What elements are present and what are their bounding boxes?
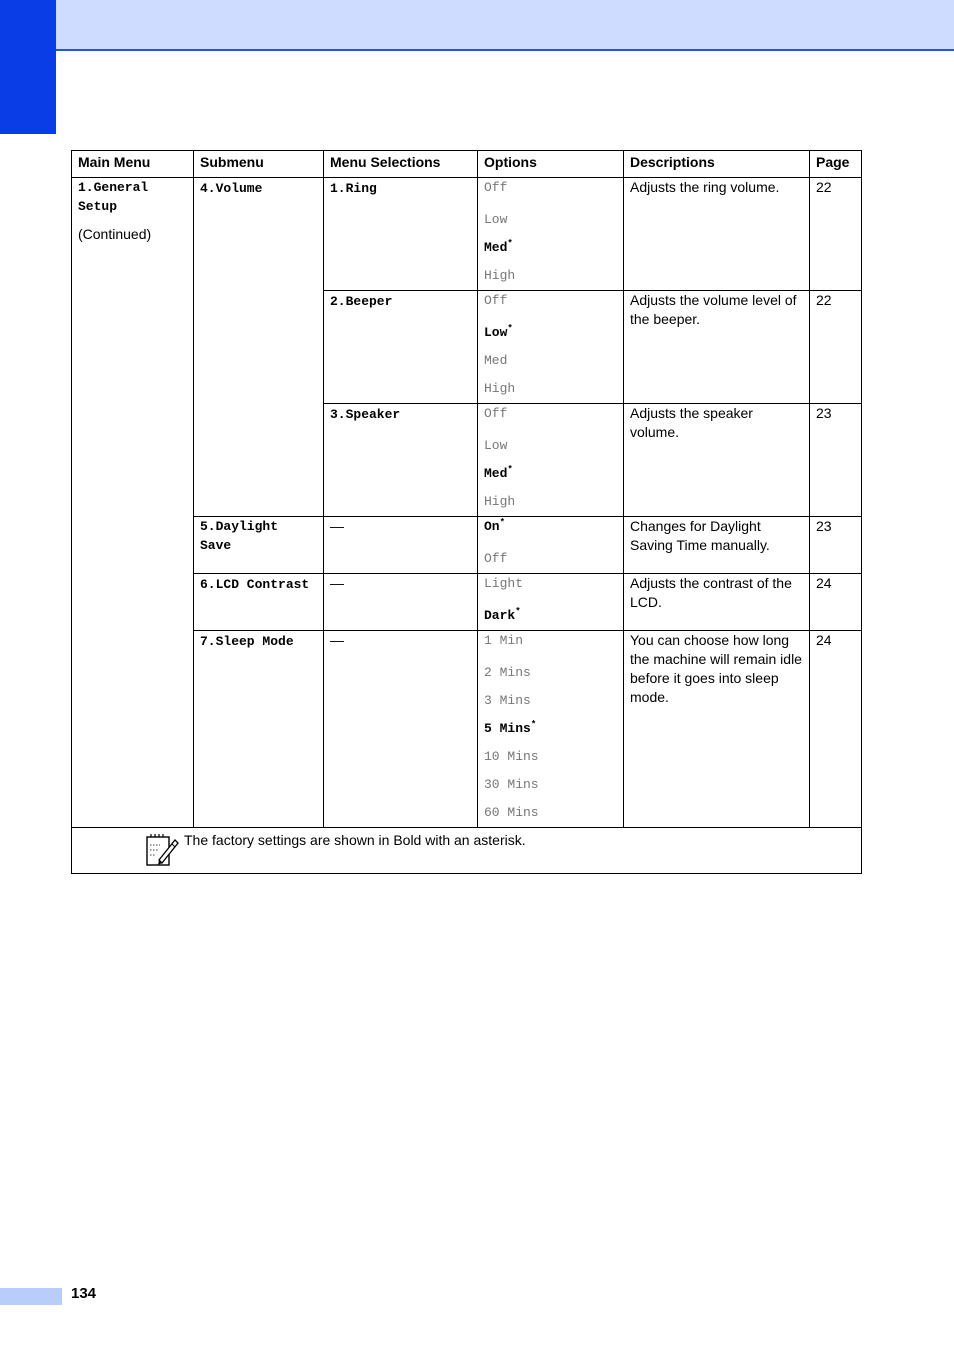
option-item: Med*: [484, 464, 513, 481]
option-item: Light: [484, 576, 524, 591]
note-pencil-icon: [144, 832, 180, 868]
default-marker: *: [530, 719, 537, 730]
footer-tab: [0, 1288, 62, 1305]
submenu-cell: [194, 631, 324, 828]
option-item: 10 Mins: [484, 749, 539, 764]
submenu-label: 4.Volume: [200, 181, 263, 196]
options-cell: [478, 631, 624, 828]
page-cell: 22: [810, 291, 862, 404]
option-item: On*: [484, 517, 506, 534]
option-item: High: [484, 268, 516, 283]
option-item: 2 Mins: [484, 665, 531, 680]
selection-cell: [324, 178, 478, 291]
header-descriptions: Descriptions: [624, 151, 810, 178]
option-item: 60 Mins: [484, 805, 539, 820]
main-menu-code-line2: Setup: [78, 199, 118, 214]
chapter-tab: [0, 0, 56, 134]
selection-cell: —: [324, 631, 478, 828]
page-cell: 23: [810, 517, 862, 574]
options-cell: [478, 517, 624, 574]
header-band: [0, 0, 954, 51]
option-item: Off: [484, 406, 508, 421]
description-cell: Adjusts the ring volume.: [624, 178, 810, 291]
page-cell: 23: [810, 404, 862, 517]
selection-label: 2.Beeper: [330, 294, 393, 309]
option-item: Dark*: [484, 606, 521, 623]
option-item: 30 Mins: [484, 777, 539, 792]
page-cell: 24: [810, 574, 862, 631]
options-cell: [478, 574, 624, 631]
option-item: Med*: [484, 238, 513, 255]
selection-label: 1.Ring: [330, 181, 377, 196]
option-item: Off: [484, 293, 508, 308]
description-cell: Adjusts the speaker volume.: [624, 404, 810, 517]
note-cell: [72, 828, 862, 874]
submenu-label-line2: Save: [200, 538, 232, 553]
page-number: 134: [71, 1285, 97, 1302]
default-marker: *: [507, 464, 513, 475]
description-cell: You can choose how long the machine will remain idle before it goes into sleep mode.: [624, 631, 810, 828]
submenu-cell: [194, 178, 324, 517]
submenu-label: 7.Sleep Mode: [200, 634, 294, 649]
selection-cell: [324, 404, 478, 517]
selection-cell: [324, 291, 478, 404]
options-cell: [478, 404, 624, 517]
description-cell: Changes for Daylight Saving Time manually.: [624, 517, 810, 574]
options-cell: [478, 178, 624, 291]
default-marker: *: [507, 238, 513, 249]
description-cell: Adjusts the volume level of the beeper.: [624, 291, 810, 404]
continued-label: (Continued): [78, 226, 152, 242]
header-main-menu: Main Menu: [72, 151, 194, 178]
option-item: Med: [484, 353, 508, 368]
header-menu-selections: Menu Selections: [324, 151, 478, 178]
option-item: High: [484, 381, 516, 396]
page-cell: 24: [810, 631, 862, 828]
selection-cell: —: [324, 574, 478, 631]
note-text: The factory settings are shown in Bold with an asterisk.: [184, 832, 526, 848]
option-item: 3 Mins: [484, 693, 531, 708]
note-row: [72, 828, 862, 874]
default-marker: *: [507, 323, 513, 334]
submenu-cell: [194, 517, 324, 574]
page-cell: 22: [810, 178, 862, 291]
submenu-cell: [194, 574, 324, 631]
selection-cell: —: [324, 517, 478, 574]
option-item: Low: [484, 438, 508, 453]
header-options: Options: [478, 151, 624, 178]
header-page: Page: [810, 151, 862, 178]
option-item: Off: [484, 180, 508, 195]
settings-table: [71, 150, 862, 874]
submenu-label-line1: 5.Daylight: [200, 519, 279, 534]
main-menu-code-line1: 1.General: [78, 180, 149, 195]
submenu-label: 6.LCD Contrast: [200, 577, 310, 592]
table-header-row: [72, 151, 862, 178]
option-item: 1 Min: [484, 633, 524, 648]
option-item: Low*: [484, 323, 513, 340]
option-item: Low: [484, 212, 508, 227]
description-cell: Adjusts the contrast of the LCD.: [624, 574, 810, 631]
table-row: [72, 178, 862, 291]
option-item: High: [484, 494, 516, 509]
default-marker: *: [499, 517, 506, 528]
default-marker: *: [515, 606, 521, 617]
header-submenu: Submenu: [194, 151, 324, 178]
option-item: 5 Mins*: [484, 719, 537, 736]
option-item: Off: [484, 551, 508, 566]
main-menu-cell: [72, 178, 194, 828]
selection-label: 3.Speaker: [330, 407, 401, 422]
options-cell: [478, 291, 624, 404]
